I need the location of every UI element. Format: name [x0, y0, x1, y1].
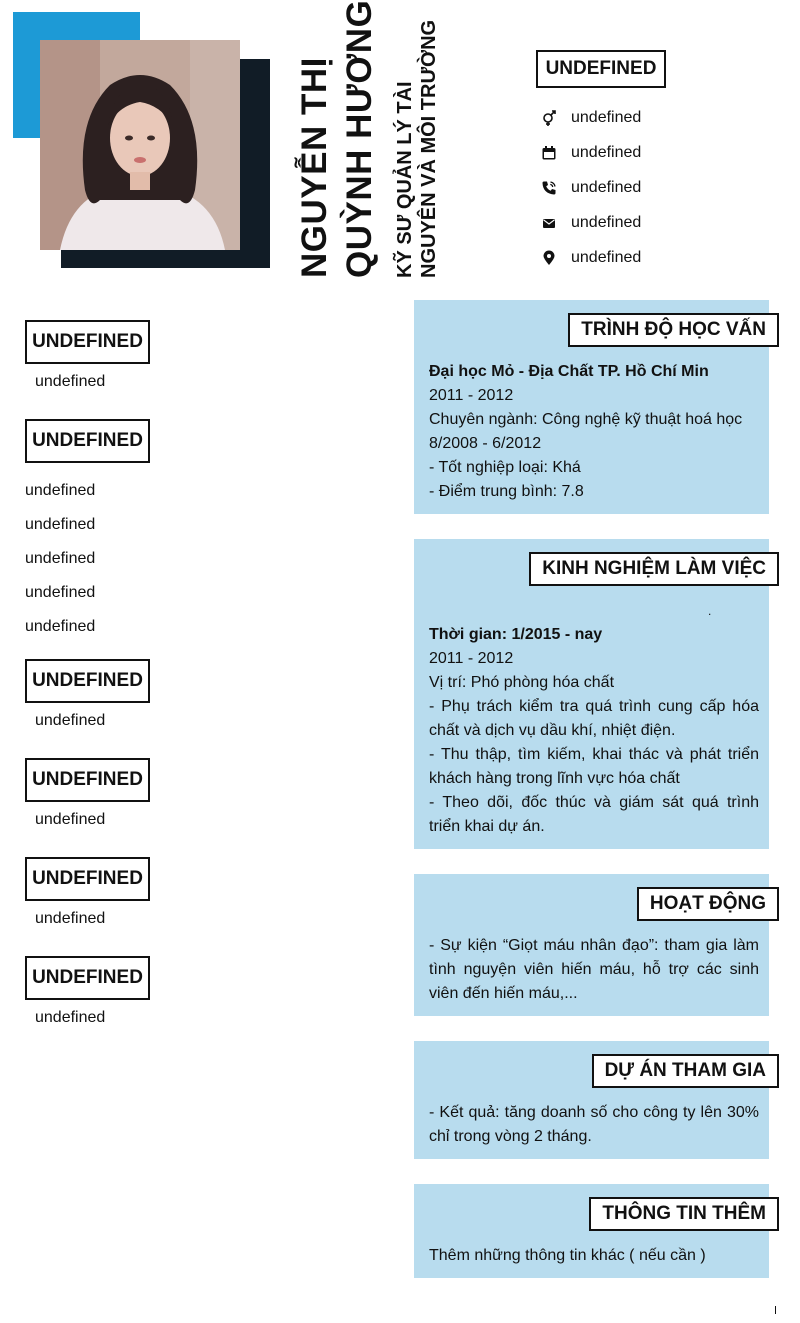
experience-period: Thời gian: 1/2015 - nay: [429, 626, 603, 643]
more-info-text: Thêm những thông tin khác ( nếu cần ): [429, 1247, 706, 1264]
education-title: TRÌNH ĐỘ HỌC VẤN: [568, 313, 779, 347]
gender-icon: [540, 109, 558, 127]
contact-address-value: undefined: [571, 249, 642, 266]
left-section-1-text: undefined: [35, 373, 106, 390]
full-name-line-1: NGUYỄN THỊ: [295, 57, 334, 278]
contact-title: UNDEFINED: [536, 50, 666, 88]
contact-phone[interactable]: [540, 177, 641, 199]
stray-dot: .: [708, 604, 712, 618]
contact-email-value[interactable]: undefined: [571, 214, 642, 231]
activities-text: - Sự kiện “Giọt máu nhân đạo”: tham gia làm tình nguyện viên hiến máu, hỗ trợ các sinh viên đến hiến máu,...: [429, 937, 759, 1002]
more-info-section: [414, 1184, 769, 1278]
experience-section: [414, 539, 769, 849]
left-section-3-text: undefined: [35, 712, 106, 729]
contact-phone-value[interactable]: undefined: [571, 179, 642, 196]
left-section-5-title: UNDEFINED: [25, 857, 150, 901]
experience-line: Vị trí: Phó phòng hóa chất: [429, 674, 615, 691]
left-section-1-title: UNDEFINED: [25, 320, 150, 364]
experience-body: [429, 623, 759, 839]
list-item: undefined: [25, 584, 96, 601]
left-section-5-text: undefined: [35, 910, 106, 927]
education-line: - Điểm trung bình: 7.8: [429, 483, 584, 500]
contact-email[interactable]: [540, 212, 641, 234]
list-item: undefined: [25, 516, 96, 533]
activities-title: HOẠT ĐỘNG: [637, 887, 779, 921]
education-section: [414, 300, 769, 514]
education-school: Đại học Mỏ - Địa Chất TP. Hồ Chí Min: [429, 363, 709, 380]
list-item: undefined: [25, 482, 96, 499]
left-section-4-title: UNDEFINED: [25, 758, 150, 802]
profile-photo-illustration: [40, 40, 240, 250]
education-line: Chuyên ngành: Công nghệ kỹ thuật hoá học: [429, 411, 743, 428]
list-item: undefined: [25, 618, 96, 635]
mail-icon: [540, 214, 558, 232]
projects-text: - Kết quả: tăng doanh số cho công ty lên 30% chỉ trong vòng 2 tháng.: [429, 1104, 759, 1145]
experience-line: - Theo dõi, đốc thúc và giám sát quá trình triển khai dự án.: [429, 794, 759, 835]
education-line: - Tốt nghiệp loại: Khá: [429, 459, 581, 476]
list-item: undefined: [25, 550, 96, 567]
left-section-6-text: undefined: [35, 1009, 106, 1026]
contact-gender: [540, 107, 641, 129]
calendar-icon: [540, 144, 558, 162]
contact-gender-value: undefined: [571, 109, 642, 126]
more-info-title: THÔNG TIN THÊM: [589, 1197, 779, 1231]
experience-years: 2011 - 2012: [429, 650, 514, 667]
experience-line: - Thu thập, tìm kiếm, khai thác và phát triển khách hàng trong lĩnh vực hóa chất: [429, 746, 759, 787]
job-title-line-2: NGUYÊN VÀ MÔI TRƯỜNG: [418, 19, 440, 278]
left-section-3-title: UNDEFINED: [25, 659, 150, 703]
contact-birthday: [540, 142, 641, 164]
left-section-6-title: UNDEFINED: [25, 956, 150, 1000]
phone-icon: [540, 179, 558, 197]
projects-title: DỰ ÁN THAM GIA: [592, 1054, 779, 1088]
contact-birthday-value: undefined: [571, 144, 642, 161]
experience-title: KINH NGHIỆM LÀM VIỆC: [529, 552, 779, 586]
left-section-4-text: undefined: [35, 811, 106, 828]
full-name-line-2: QUỲNH HƯƠNG: [340, 0, 379, 278]
education-body: [429, 360, 769, 504]
education-line: 8/2008 - 6/2012: [429, 435, 542, 452]
profile-photo: [40, 40, 240, 250]
location-icon: [540, 249, 558, 267]
education-years: 2011 - 2012: [429, 387, 514, 404]
projects-section: [414, 1041, 769, 1159]
job-title-line-1: KỸ SƯ QUẢN LÝ TÀI: [394, 81, 416, 278]
experience-line: - Phụ trách kiểm tra quá trình cung cấp hóa chất và dịch vụ dầu khí, nhiệt điện.: [429, 698, 759, 739]
page-edge-mark: [775, 1306, 776, 1314]
contact-address: [540, 247, 641, 269]
activities-section: [414, 874, 769, 1016]
left-section-2-title: UNDEFINED: [25, 419, 150, 463]
